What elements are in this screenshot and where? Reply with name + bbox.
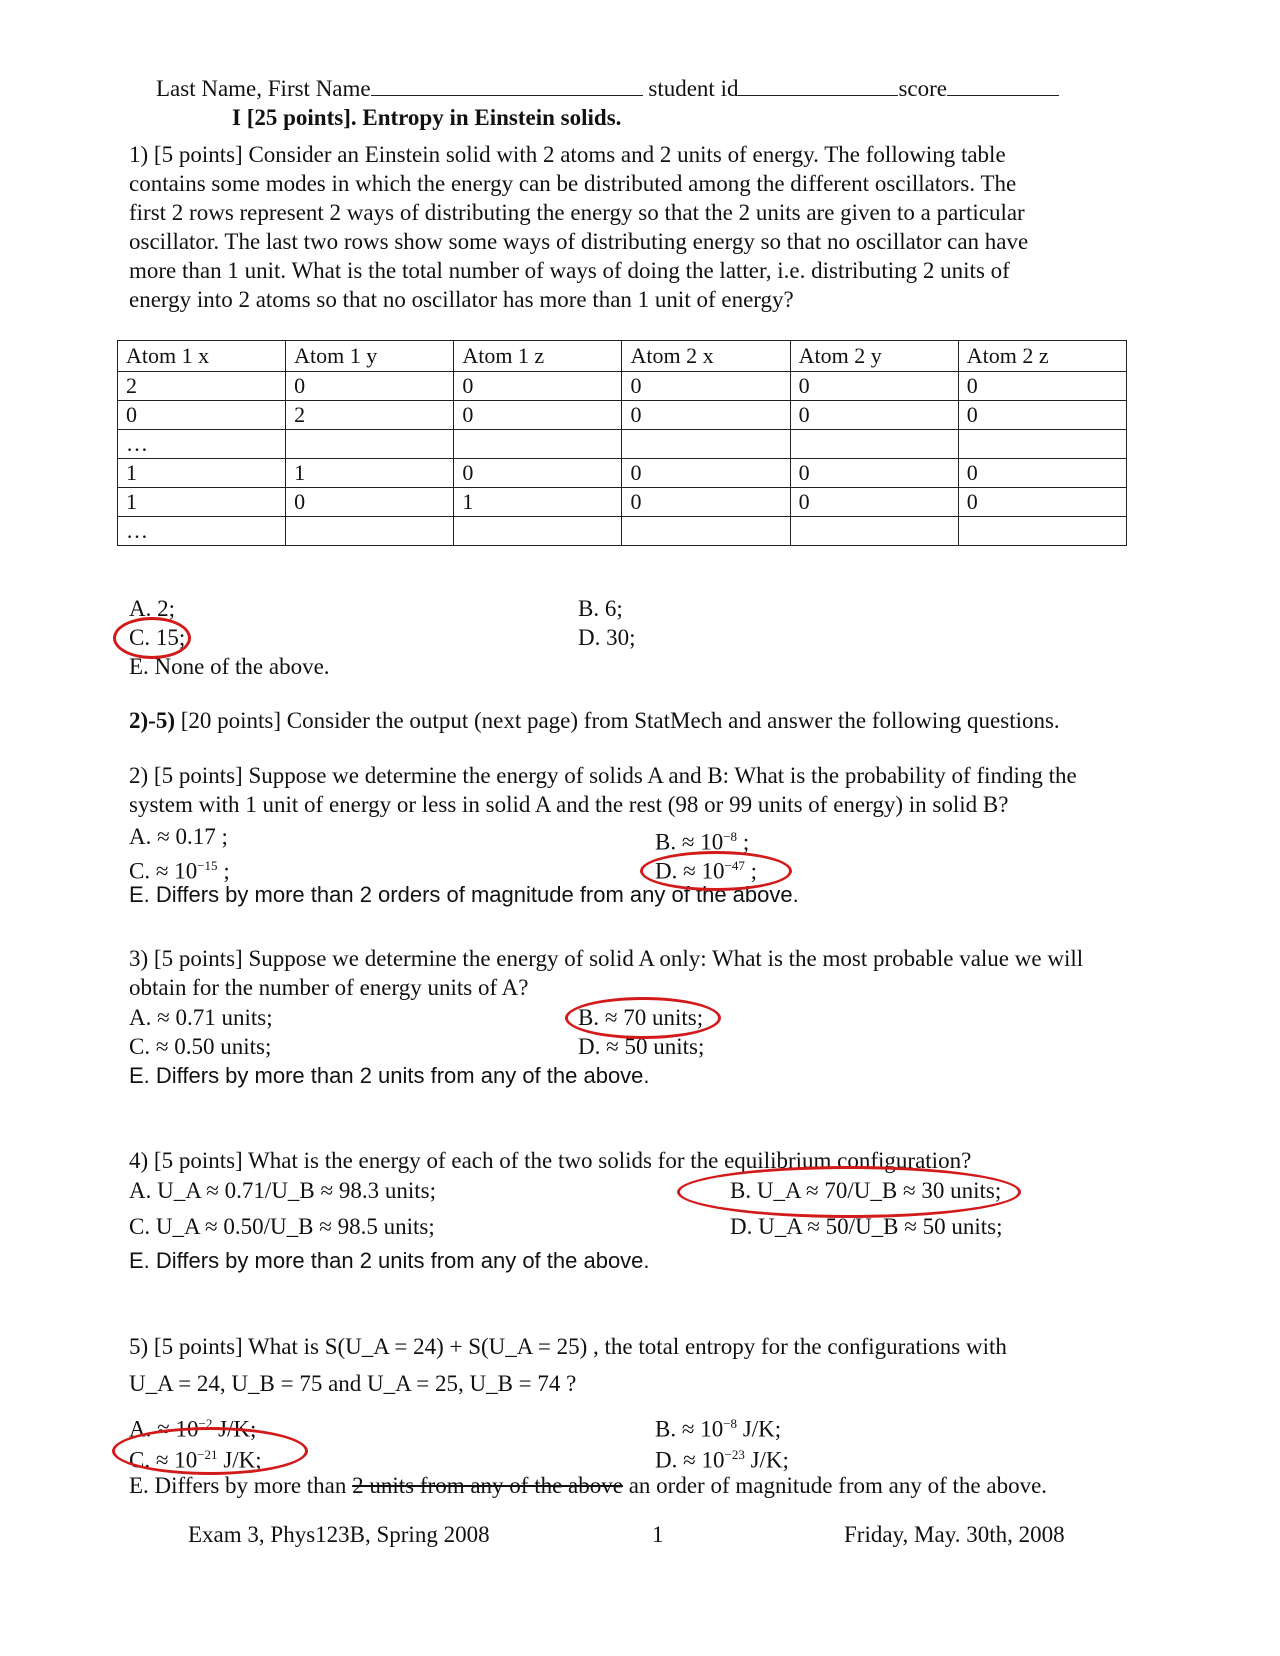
q2-option-d[interactable]: D. ≈ $10^{-47}$ ; — [655, 858, 757, 884]
q2-line: system with 1 unit of energy or less in solid A and the rest (98 or 99 units of energy) in solid B? — [129, 792, 1009, 817]
table-cell: 0 — [622, 488, 790, 517]
column-header: Atom 2 x — [622, 341, 790, 372]
table-cell: 0 — [454, 372, 622, 401]
table-cell — [454, 517, 622, 546]
q3-option-b[interactable]: B. ≈ 70 units; — [578, 1005, 704, 1030]
q2-option-a[interactable]: A. ≈ 0.17 ; — [129, 824, 228, 849]
q1-line: first 2 rows represent 2 ways of distributing the energy so that the 2 units are given to a particular — [129, 200, 1025, 225]
footer-date: Friday, May. 30th, 2008 — [844, 1522, 1065, 1547]
table-cell: 1 — [118, 459, 286, 488]
table-cell: 0 — [958, 372, 1126, 401]
table-cell — [286, 517, 454, 546]
q2-b-base: B. ≈ 10 — [655, 829, 724, 855]
q3-line: obtain for the number of energy units of A? — [129, 975, 529, 1000]
table-cell: … — [118, 517, 286, 546]
table-cell: 0 — [958, 459, 1126, 488]
q1-option-e[interactable]: E. None of the above. — [129, 654, 330, 679]
q1-line: oscillator. The last two rows show some ways of distributing energy so that no oscillator can have — [129, 229, 1029, 254]
section-title: I [25 points]. Entropy in Einstein solids. — [232, 105, 622, 130]
q1-option-d[interactable]: D. 30; — [578, 625, 636, 650]
footer-page-number: 1 — [652, 1522, 664, 1547]
table-cell — [958, 517, 1126, 546]
answer-circle-q3 — [565, 997, 721, 1039]
table-cell: 1 — [454, 488, 622, 517]
table-cell — [790, 430, 958, 459]
answer-circle-q5 — [112, 1427, 308, 1475]
q1-option-c[interactable]: C. 15; — [129, 625, 186, 650]
q1-line: 1) [5 points] Consider an Einstein solid with 2 atoms and 2 units of energy. The following table — [129, 142, 1006, 167]
q2-d-exponent: −47 — [724, 858, 745, 873]
score-label: score — [898, 76, 947, 101]
q4-option-c[interactable]: C. U_A ≈ 0.50/U_B ≈ 98.5 units; — [129, 1214, 435, 1239]
q4-option-a[interactable]: A. U_A ≈ 0.71/U_B ≈ 98.3 units; — [129, 1178, 437, 1203]
table-cell: 0 — [790, 372, 958, 401]
q5-option-b[interactable]: B. ≈ $10^{-8}$ J/K; — [655, 1416, 782, 1442]
table-row — [118, 488, 1127, 517]
question-2-text — [129, 761, 1077, 819]
table-cell: 2 — [286, 401, 454, 430]
table-header-row — [118, 341, 1127, 372]
table-cell — [958, 430, 1126, 459]
table-cell: 1 — [118, 488, 286, 517]
column-header: Atom 1 x — [118, 341, 286, 372]
table-cell: 2 — [118, 372, 286, 401]
q3-option-d[interactable]: D. ≈ 50 units; — [578, 1034, 705, 1059]
table-cell — [286, 430, 454, 459]
intro-text: [20 points] Consider the output (next page) from StatMech and answer the following questions. — [174, 708, 1060, 733]
table-cell — [790, 517, 958, 546]
q1-option-b[interactable]: B. 6; — [578, 596, 623, 621]
table-cell: 0 — [286, 372, 454, 401]
q4-option-d[interactable]: D. U_A ≈ 50/U_B ≈ 50 units; — [730, 1214, 1003, 1239]
q2-b-exponent: −8 — [723, 829, 738, 844]
q2-c-base: C. ≈ 10 — [129, 858, 198, 884]
table-cell: 0 — [118, 401, 286, 430]
q1-line: contains some modes in which the energy can be distributed among the different oscillators. The — [129, 171, 1017, 196]
question-1-text — [129, 140, 1028, 314]
table-row — [118, 430, 1127, 459]
q1-option-a[interactable]: A. 2; — [129, 596, 175, 621]
q2-option-c[interactable]: C. ≈ $10^{-15}$ ; — [129, 858, 230, 884]
table-cell — [454, 430, 622, 459]
name-field-line — [156, 74, 1059, 103]
q3-option-c[interactable]: C. ≈ 0.50 units; — [129, 1034, 272, 1059]
q2-line: 2) [5 points] Suppose we determine the energy of solids A and B: What is the probability of finding the — [129, 763, 1077, 788]
column-header: Atom 1 z — [454, 341, 622, 372]
q2-c-exponent: −15 — [197, 858, 218, 873]
q4-option-e[interactable]: E. Differs by more than 2 units from any of the above. — [129, 1248, 650, 1273]
q5-option-d[interactable]: D. ≈ $10^{-23}$ J/K; — [655, 1447, 789, 1473]
answer-circle-q4 — [677, 1166, 1021, 1218]
table-cell — [622, 517, 790, 546]
question-4-text: 4) [5 points] What is the energy of each of the two solids for the equilibrium configuration? — [129, 1148, 972, 1173]
table-row — [118, 517, 1127, 546]
q4-option-b[interactable]: B. U_A ≈ 70/U_B ≈ 30 units; — [730, 1178, 1002, 1203]
question-3-text — [129, 944, 1083, 1002]
q3-option-a[interactable]: A. ≈ 0.71 units; — [129, 1005, 273, 1030]
q2-option-b[interactable]: B. ≈ $10^{-8}$ ; — [655, 829, 750, 855]
table-cell: 0 — [790, 488, 958, 517]
struck-text: 2 units from any of the above — [352, 1473, 623, 1498]
table-row — [118, 372, 1127, 401]
intro-bold-label: 2)-5) — [129, 708, 175, 733]
q1-line: energy into 2 atoms so that no oscillator has more than 1 unit of energy? — [129, 287, 794, 312]
student-id-label: student id — [648, 76, 739, 101]
table-cell: 0 — [790, 459, 958, 488]
q5-option-c[interactable]: C. ≈ $10^{-21}$ J/K; — [129, 1447, 262, 1473]
q5-option-e[interactable]: E. Differs by more than 2 units from any of the above an order of magnitude from any of the above. — [129, 1473, 1048, 1498]
answer-circle-q2 — [640, 851, 792, 891]
q2-option-e[interactable]: E. Differs by more than 2 orders of magnitude from any of the above. — [129, 882, 799, 907]
table-cell: … — [118, 430, 286, 459]
questions-2-5-intro — [129, 706, 1060, 735]
name-label: Last Name, First Name — [156, 76, 371, 101]
table-cell: 0 — [958, 488, 1126, 517]
q1-line: more than 1 unit. What is the total number of ways of doing the latter, i.e. distributing 2 units of — [129, 258, 1010, 283]
q5-option-a[interactable]: A. ≈ $10^{-2}$ J/K; — [129, 1416, 257, 1442]
column-header: Atom 2 z — [958, 341, 1126, 372]
footer-course: Exam 3, Phys123B, Spring 2008 — [188, 1522, 490, 1547]
table-cell: 0 — [622, 459, 790, 488]
q3-line: 3) [5 points] Suppose we determine the energy of solid A only: What is the most probable value we will — [129, 946, 1084, 971]
table-cell — [622, 430, 790, 459]
q3-option-e[interactable]: E. Differs by more than 2 units from any of the above. — [129, 1063, 650, 1088]
table-cell: 0 — [790, 401, 958, 430]
column-header: Atom 2 y — [790, 341, 958, 372]
table-cell: 0 — [622, 401, 790, 430]
question-5-text: 5) [5 points] What is S(U_A = 24) + S(U_A = 25) , the total entropy for the configurations with — [129, 1334, 1007, 1359]
table-cell: 0 — [454, 401, 622, 430]
column-header: Atom 1 y — [286, 341, 454, 372]
table-cell: 1 — [286, 459, 454, 488]
table-cell: 0 — [622, 372, 790, 401]
answer-circle-q1 — [113, 617, 191, 659]
table-cell: 0 — [958, 401, 1126, 430]
table-cell: 0 — [286, 488, 454, 517]
table-row — [118, 401, 1127, 430]
energy-distribution-table — [117, 340, 1127, 546]
q2-d-base: D. ≈ 10 — [655, 858, 725, 884]
table-row — [118, 459, 1127, 488]
table-cell: 0 — [454, 459, 622, 488]
question-5-text-cont: U_A = 24, U_B = 75 and U_A = 25, U_B = 74 ? — [129, 1371, 577, 1396]
